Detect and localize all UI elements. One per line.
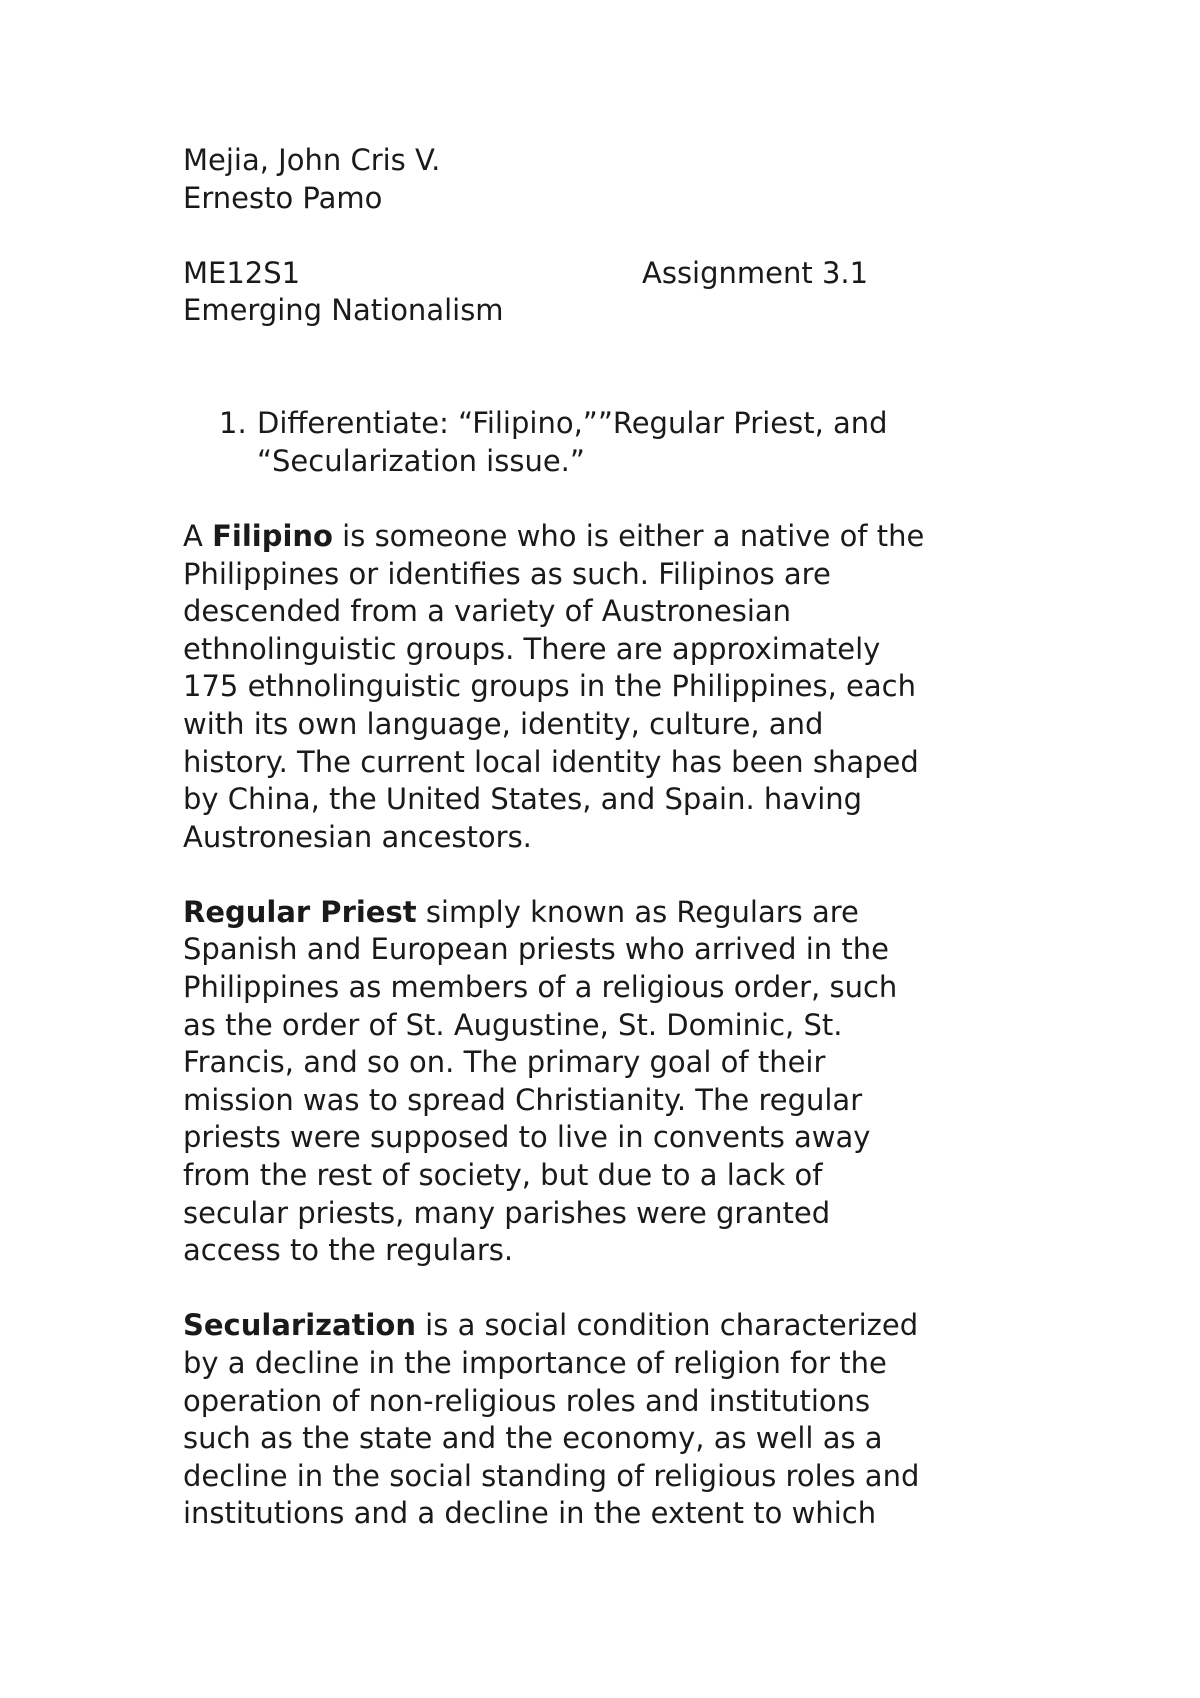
spacer: [183, 856, 1063, 894]
spacer: [183, 217, 1063, 255]
topic-title: Emerging Nationalism: [183, 293, 504, 328]
regular-priest-paragraph: [183, 894, 1063, 1270]
paragraph-line: 175 ethnolinguistic groups in the Philippines, each: [183, 669, 916, 704]
paragraph-line: from the rest of society, but due to a lack of: [183, 1158, 823, 1193]
secularization-paragraph: [183, 1307, 1063, 1533]
student-name: Mejia, John Cris V.: [183, 143, 441, 177]
filipino-paragraph: [183, 518, 1063, 856]
paragraph-line: ethnolinguistic groups. There are approximately: [183, 631, 881, 666]
paragraph-line: operation of non-religious roles and institutions: [183, 1383, 871, 1418]
paragraph-line: [183, 1307, 1063, 1345]
paragraph-text: simply known as Regulars are: [416, 894, 859, 929]
question-line: Differentiate: “Filipino,””Regular Priest, and: [257, 406, 888, 441]
paragraph-line: secular priests, many parishes were granted: [183, 1195, 831, 1230]
spacer: [183, 1270, 1063, 1308]
spacer: [183, 330, 1063, 405]
paragraph-line: [183, 894, 1063, 932]
question-line: “Secularization issue.”: [257, 443, 585, 478]
assignment-label: Assignment 3.1: [642, 255, 869, 290]
paragraph-line: Philippines as members of a religious order, such: [183, 970, 898, 1005]
paragraph-line: by a decline in the importance of religion for the: [183, 1346, 887, 1380]
paragraph-line: mission was to spread Christianity. The regular: [183, 1082, 863, 1117]
question-item: [183, 405, 1063, 480]
section-code: ME12S1: [183, 255, 301, 290]
paragraph-line: by China, the United States, and Spain. having: [183, 782, 863, 817]
paragraph-line: Philippines or identifies as such. Filipinos are: [183, 556, 831, 591]
question-text: [257, 405, 1063, 480]
term-regular-priest: Regular Priest: [183, 894, 417, 929]
paragraph-line: Francis, and so on. The primary goal of their: [183, 1045, 826, 1080]
paragraph-line: decline in the social standing of religious roles and: [183, 1458, 920, 1493]
paragraph-line: institutions and a decline in the extent to which: [183, 1496, 877, 1531]
instructor-name: Ernesto Pamo: [183, 180, 383, 215]
paragraph-line: access to the regulars.: [183, 1233, 514, 1268]
question-number: 1.: [219, 406, 247, 441]
paragraph-line: [183, 518, 1063, 556]
document-page: [183, 142, 1063, 1533]
paragraph-text: is someone who is either a native of the: [332, 518, 925, 553]
paragraph-line: such as the state and the economy, as well as a: [183, 1421, 883, 1456]
paragraph-line: Spanish and European priests who arrived in the: [183, 932, 889, 967]
term-filipino: Filipino: [212, 518, 333, 553]
spacer: [183, 480, 1063, 518]
paragraph-line: descended from a variety of Austronesian: [183, 594, 792, 629]
article-text: A: [183, 518, 213, 553]
term-secularization: Secularization: [183, 1308, 416, 1343]
section-assignment-row: [183, 255, 1063, 293]
paragraph-line: priests were supposed to live in convents away: [183, 1120, 871, 1155]
paragraph-line: as the order of St. Augustine, St. Dominic, St.: [183, 1007, 843, 1042]
paragraph-text: is a social condition characterized: [415, 1308, 919, 1343]
paragraph-line: with its own language, identity, culture, and: [183, 706, 824, 741]
paragraph-line: history. The current local identity has been shaped: [183, 744, 919, 779]
paragraph-line: Austronesian ancestors.: [183, 819, 532, 854]
